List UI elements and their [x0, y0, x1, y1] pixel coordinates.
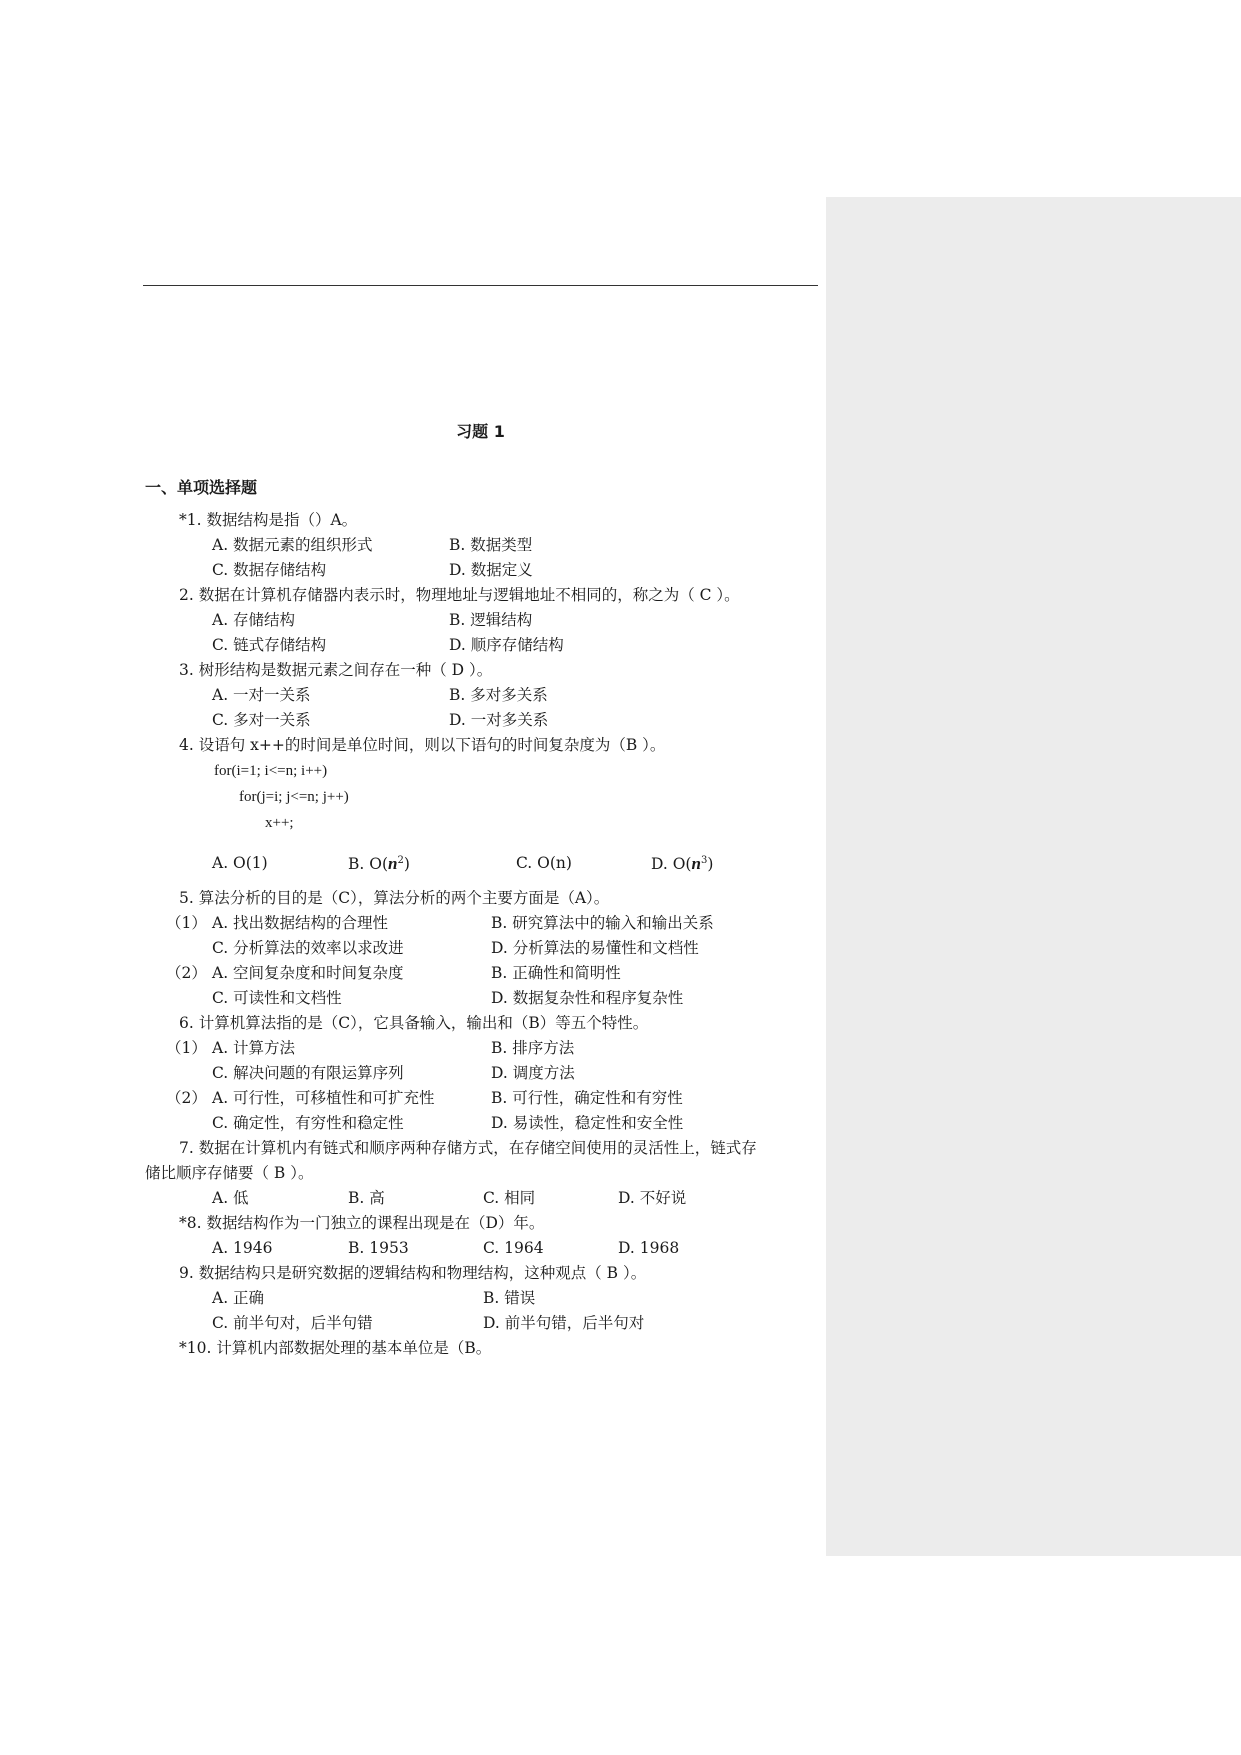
q8-option-b: B. 1953 [348, 1239, 409, 1257]
q6-2-option-a: A. 可行性，可移植性和可扩充性 [212, 1089, 435, 1107]
q6-1-option-a: A. 计算方法 [212, 1039, 296, 1057]
q8-option-a: A. 1946 [212, 1239, 273, 1257]
q3-option-d: D. 一对多关系 [449, 711, 549, 729]
q6-part-2-label: （2） [166, 1089, 207, 1107]
q2-option-c: C. 链式存储结构 [212, 636, 327, 654]
q5-2-option-a: A. 空间复杂度和时间复杂度 [212, 964, 404, 982]
question-7-stem-line-1: 7. 数据在计算机内有链式和顺序两种存储方式，在存储空间使用的灵活性上，链式存 [179, 1139, 757, 1157]
q5-1-option-b: B. 研究算法中的输入和输出关系 [491, 914, 714, 932]
q6-2-option-d: D. 易读性，稳定性和安全性 [491, 1114, 684, 1132]
q4-option-d-suffix: ) [707, 855, 714, 874]
question-5-stem: 5. 算法分析的目的是（C），算法分析的两个主要方面是（A）。 [179, 889, 610, 907]
page-title: 习题 1 [456, 422, 505, 441]
question-8-stem: *8. 数据结构作为一门独立的课程出现是在（D）年。 [179, 1214, 545, 1232]
q4-option-b-suffix: ) [403, 855, 410, 874]
q6-2-option-b: B. 可行性，确定性和有穷性 [491, 1089, 683, 1107]
q4-option-d-prefix: D. O( [651, 855, 692, 874]
q9-option-b: B. 错误 [483, 1289, 536, 1307]
q5-1-option-a: A. 找出数据结构的合理性 [212, 914, 389, 932]
question-4-stem: 4. 设语句 x++的时间是单位时间，则以下语句的时间复杂度为（B ）。 [179, 736, 666, 754]
q8-option-d: D. 1968 [618, 1239, 680, 1257]
q5-2-option-b: B. 正确性和简明性 [491, 964, 621, 982]
q5-part-2-label: （2） [166, 964, 207, 982]
q1-option-a: A. 数据元素的组织形式 [212, 536, 373, 554]
section-heading: 一、单项选择题 [145, 478, 258, 497]
q3-option-a: A. 一对一关系 [212, 686, 311, 704]
q4-option-a: A. O(1) [212, 854, 268, 872]
q2-option-a: A. 存储结构 [212, 611, 296, 629]
comment-margin-pane [826, 197, 1241, 1556]
q4-option-b-prefix: B. O( [348, 855, 388, 874]
q7-option-b: B. 高 [348, 1189, 385, 1207]
q4-code-line-2: for(j=i; j<=n; j++) [239, 789, 349, 805]
q5-1-option-c: C. 分析算法的效率以求改进 [212, 939, 404, 957]
q6-1-option-c: C. 解决问题的有限运算序列 [212, 1064, 404, 1082]
q4-option-d-variable: n [691, 854, 701, 874]
question-7-stem-line-2: 储比顺序存储要（ B ）。 [145, 1164, 314, 1182]
q4-option-b-exponent: 2 [397, 855, 404, 866]
q4-option-b-variable: n [388, 854, 398, 874]
q9-option-d: D. 前半句错，后半句对 [483, 1314, 645, 1332]
q6-2-option-c: C. 确定性，有穷性和稳定性 [212, 1114, 404, 1132]
q4-code-line-3: x++; [265, 815, 294, 831]
q2-option-b: B. 逻辑结构 [449, 611, 533, 629]
question-1-stem: *1. 数据结构是指（）A。 [179, 511, 358, 529]
header-rule [143, 285, 818, 286]
q7-option-a: A. 低 [212, 1189, 249, 1207]
q3-option-b: B. 多对多关系 [449, 686, 548, 704]
question-2-stem: 2. 数据在计算机存储器内表示时，物理地址与逻辑地址不相同的，称之为（ C ）。 [179, 586, 740, 604]
q5-2-option-c: C. 可读性和文档性 [212, 989, 342, 1007]
q3-option-c: C. 多对一关系 [212, 711, 311, 729]
q7-option-d: D. 不好说 [618, 1189, 687, 1207]
q6-1-option-b: B. 排序方法 [491, 1039, 575, 1057]
q6-1-option-d: D. 调度方法 [491, 1064, 575, 1082]
q4-code-line-1: for(i=1; i<=n; i++) [214, 763, 328, 779]
q4-option-b [348, 850, 410, 875]
q1-option-c: C. 数据存储结构 [212, 561, 327, 579]
q4-option-d [651, 850, 713, 875]
q5-2-option-d: D. 数据复杂性和程序复杂性 [491, 989, 684, 1007]
q4-option-c: C. O(n) [516, 854, 572, 872]
q9-option-a: A. 正确 [212, 1289, 265, 1307]
q5-part-1-label: （1） [166, 914, 207, 932]
q2-option-d: D. 顺序存储结构 [449, 636, 564, 654]
q1-option-b: B. 数据类型 [449, 536, 533, 554]
question-3-stem: 3. 树形结构是数据元素之间存在一种（ D ）。 [179, 661, 493, 679]
q1-option-d: D. 数据定义 [449, 561, 533, 579]
question-6-stem: 6. 计算机算法指的是（C），它具备输入，输出和（B）等五个特性。 [179, 1014, 649, 1032]
q4-option-d-exponent: 3 [700, 855, 708, 866]
q8-option-c: C. 1964 [483, 1239, 544, 1257]
q7-option-c: C. 相同 [483, 1189, 536, 1207]
q5-1-option-d: D. 分析算法的易懂性和文档性 [491, 939, 699, 957]
question-10-stem: *10. 计算机内部数据处理的基本单位是（B。 [179, 1339, 492, 1357]
question-9-stem: 9. 数据结构只是研究数据的逻辑结构和物理结构，这种观点（ B ）。 [179, 1264, 647, 1282]
q9-option-c: C. 前半句对，后半句错 [212, 1314, 373, 1332]
q6-part-1-label: （1） [166, 1039, 207, 1057]
